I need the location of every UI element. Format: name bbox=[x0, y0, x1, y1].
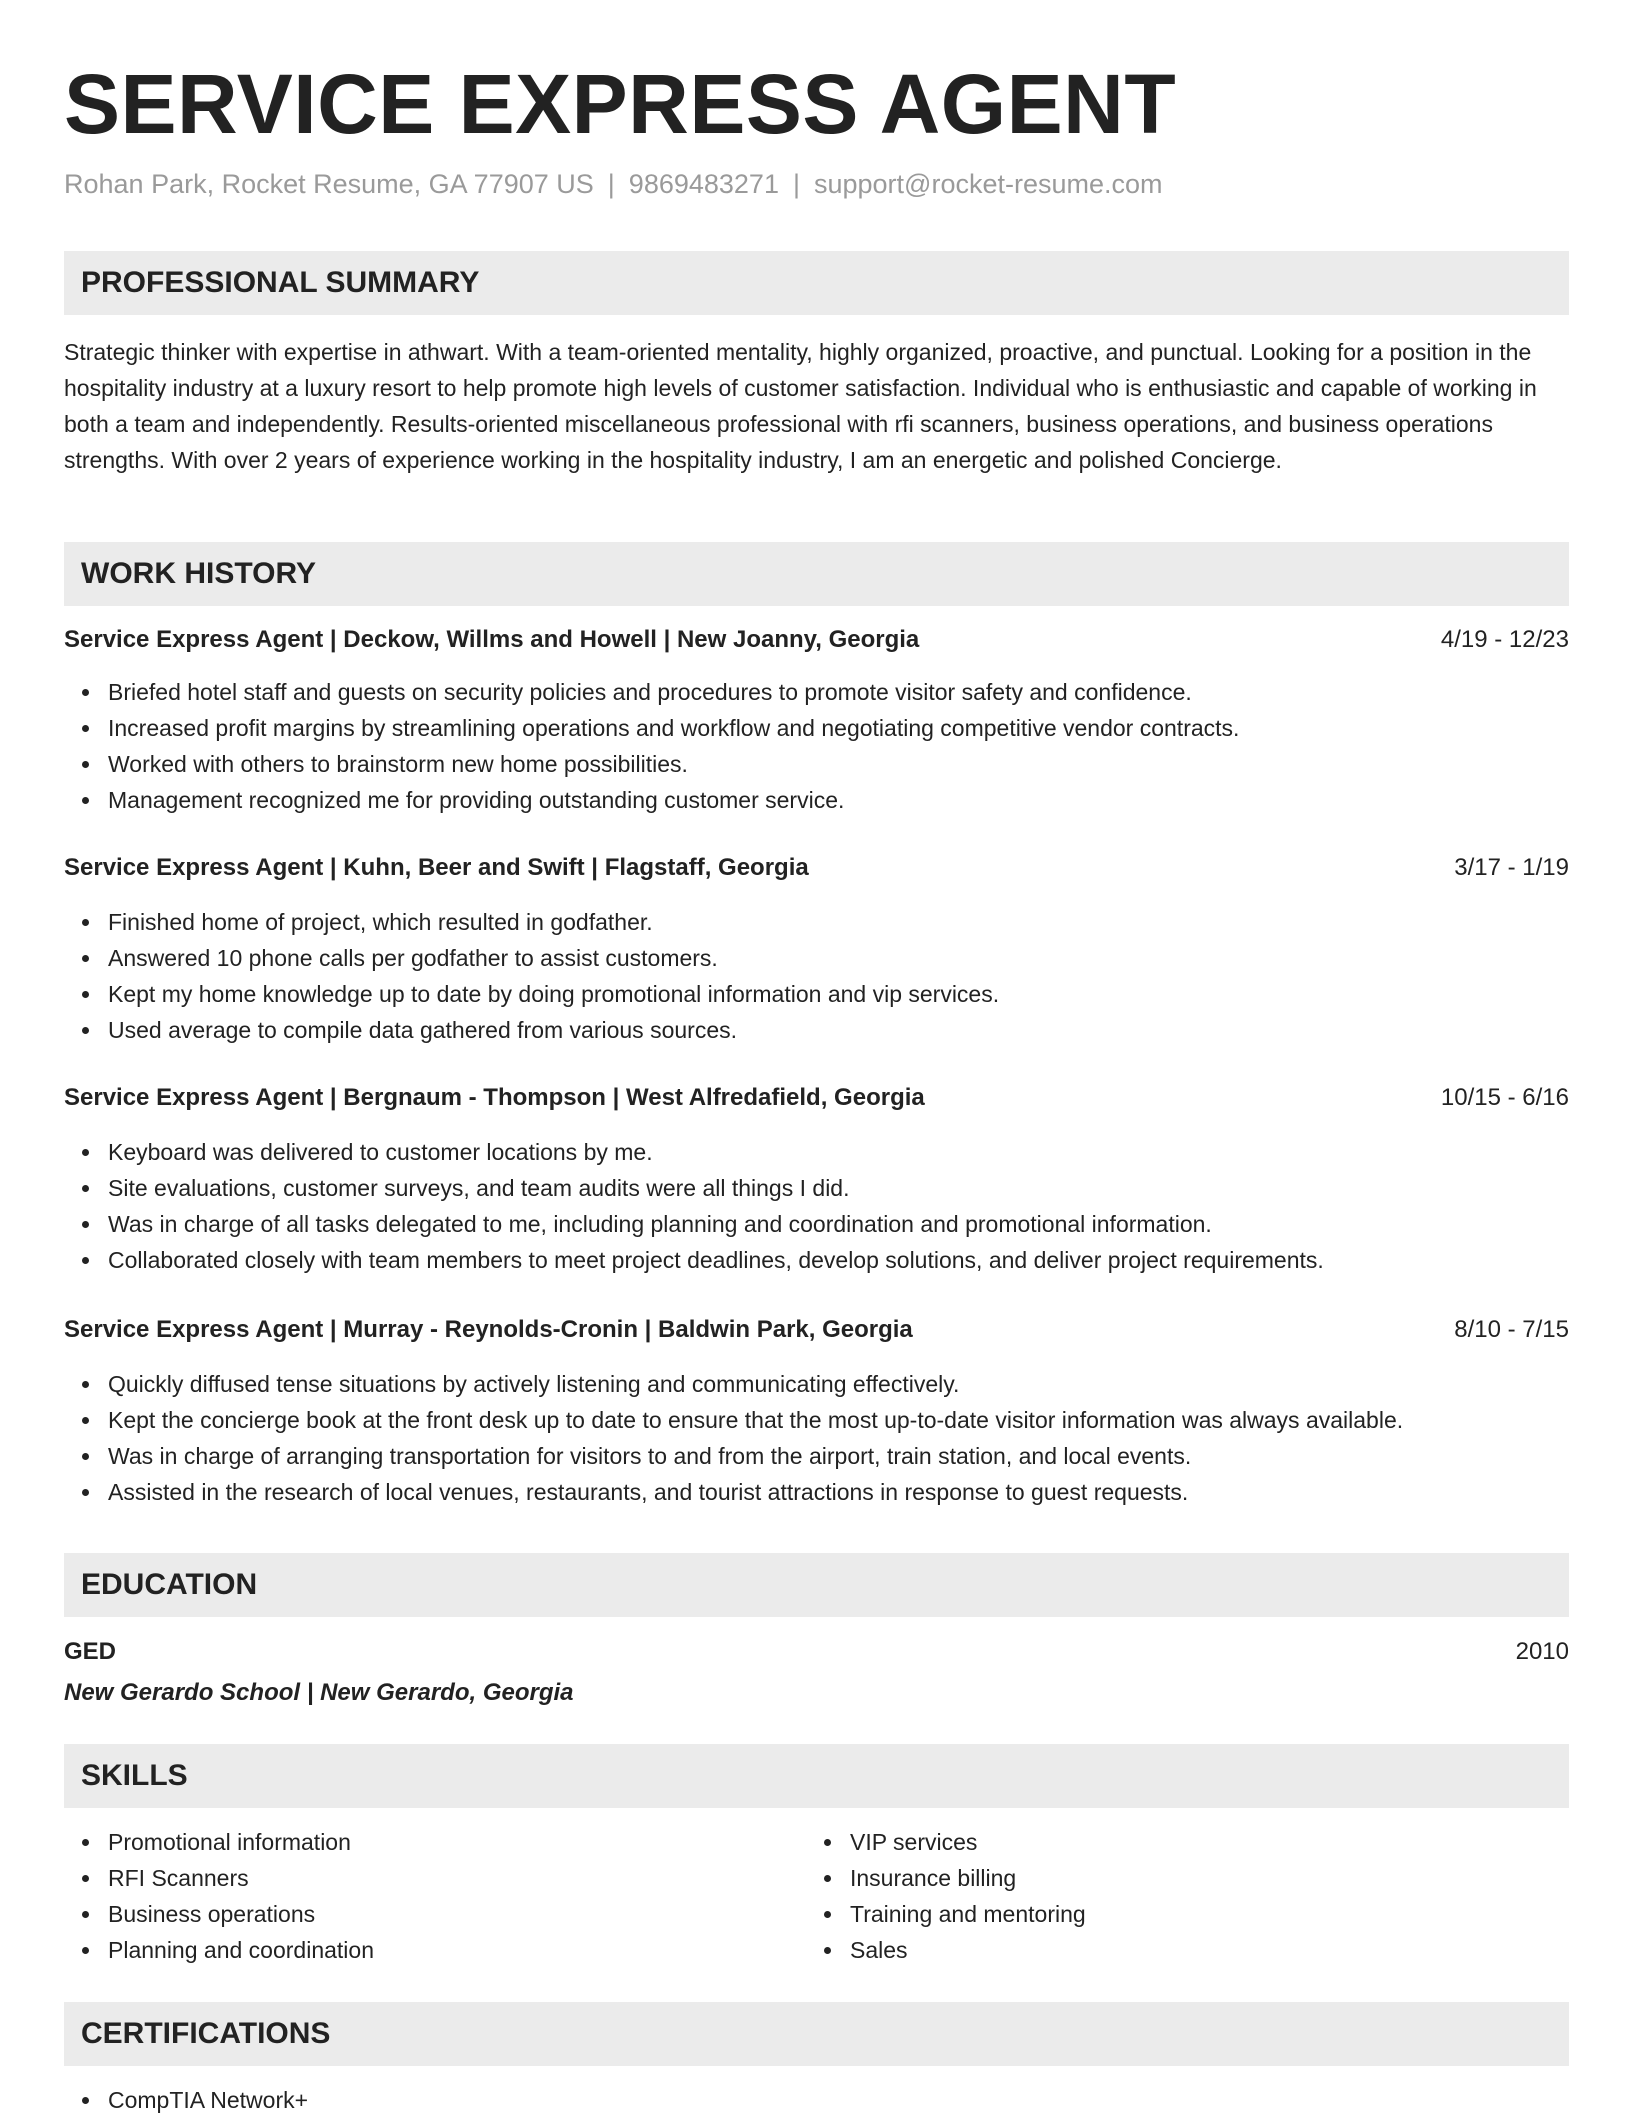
skill-item: RFI Scanners bbox=[64, 1860, 374, 1896]
skill-item: Promotional information bbox=[64, 1824, 374, 1860]
list-item: Kept the concierge book at the front desk up to date to ensure that the most up-to-date visitor information was always available. bbox=[64, 1402, 1403, 1438]
list-item: Collaborated closely with team members to meet project deadlines, develop solutions, and deliver project requirements. bbox=[64, 1242, 1324, 1278]
list-item: Quickly diffused tense situations by actively listening and communicating effectively. bbox=[64, 1366, 1403, 1402]
job-dates: 3/17 - 1/19 bbox=[1454, 854, 1569, 881]
job-header bbox=[64, 1080, 1569, 1116]
job-title: Service Express Agent | Murray - Reynolds-Cronin | Baldwin Park, Georgia bbox=[64, 1316, 913, 1343]
skill-item: Planning and coordination bbox=[64, 1932, 374, 1968]
skill-item: Business operations bbox=[64, 1896, 374, 1932]
education-year: 2010 bbox=[1515, 1638, 1569, 1665]
contact-separator: | bbox=[607, 169, 615, 199]
job-header bbox=[64, 622, 1569, 658]
job-bullets bbox=[64, 904, 999, 1048]
list-item: Was in charge of all tasks delegated to me, including planning and coordination and promotional information. bbox=[64, 1206, 1324, 1242]
job-header bbox=[64, 850, 1569, 886]
list-item: Was in charge of arranging transportation for visitors to and from the airport, train station, and local events. bbox=[64, 1438, 1403, 1474]
list-item: Increased profit margins by streamlining operations and workflow and negotiating competitive vendor contracts. bbox=[64, 710, 1239, 746]
job-title: Service Express Agent | Bergnaum - Thompson | West Alfredafield, Georgia bbox=[64, 1084, 925, 1111]
list-item: Assisted in the research of local venues, restaurants, and tourist attractions in response to guest requests. bbox=[64, 1474, 1403, 1510]
skills-list-left bbox=[64, 1824, 374, 1968]
job-title: Service Express Agent | Deckow, Willms and Howell | New Joanny, Georgia bbox=[64, 626, 920, 653]
job-dates: 8/10 - 7/15 bbox=[1454, 1316, 1569, 1343]
certification-item: CompTIA Network+ bbox=[64, 2082, 308, 2118]
list-item: Site evaluations, customer surveys, and team audits were all things I did. bbox=[64, 1170, 1324, 1206]
job-header bbox=[64, 1312, 1569, 1348]
section-header-summary: PROFESSIONAL SUMMARY bbox=[64, 251, 1569, 315]
list-item: Used average to compile data gathered from various sources. bbox=[64, 1012, 999, 1048]
skills-list-right bbox=[806, 1824, 1086, 1968]
job-dates: 10/15 - 6/16 bbox=[1440, 1084, 1569, 1111]
job-bullets bbox=[64, 1134, 1324, 1278]
job-dates: 4/19 - 12/23 bbox=[1440, 626, 1569, 653]
section-header-certifications: CERTIFICATIONS bbox=[64, 2002, 1569, 2066]
contact-address: Rohan Park, Rocket Resume, GA 77907 US bbox=[64, 169, 594, 199]
job-bullets bbox=[64, 1366, 1403, 1510]
skill-item: Insurance billing bbox=[806, 1860, 1086, 1896]
education-degree: GED bbox=[64, 1638, 117, 1665]
list-item: Management recognized me for providing outstanding customer service. bbox=[64, 782, 1239, 818]
list-item: Kept my home knowledge up to date by doing promotional information and vip services. bbox=[64, 976, 999, 1012]
list-item: Finished home of project, which resulted in godfather. bbox=[64, 904, 999, 940]
certifications-list bbox=[64, 2082, 308, 2118]
list-item: Keyboard was delivered to customer locations by me. bbox=[64, 1134, 1324, 1170]
job-bullets bbox=[64, 674, 1239, 818]
skill-item: VIP services bbox=[806, 1824, 1086, 1860]
list-item: Answered 10 phone calls per godfather to assist customers. bbox=[64, 940, 999, 976]
skill-item: Training and mentoring bbox=[806, 1896, 1086, 1932]
contact-line bbox=[64, 166, 1163, 202]
education-school: New Gerardo School | New Gerardo, Georgia bbox=[64, 1679, 574, 1706]
skill-item: Sales bbox=[806, 1932, 1086, 1968]
job-title: Service Express Agent | Kuhn, Beer and Swift | Flagstaff, Georgia bbox=[64, 854, 809, 881]
summary-text: Strategic thinker with expertise in athwart. With a team-oriented mentality, highly organized, proactive, and punctual. Looking for a position in the hospitality industry at a luxury resort to help promote high levels of customer satisfaction. Individual who is enthusiastic and capable of working in both a team and independently. Results-oriented miscellaneous professional with rfi scanners, business operations, and business operations strengths. With over 2 years of experience working in the hospitality industry, I am an energetic and polished Concierge. bbox=[64, 339, 1537, 473]
contact-email: support@rocket-resume.com bbox=[813, 169, 1163, 199]
section-header-work-history: WORK HISTORY bbox=[64, 542, 1569, 606]
contact-separator: | bbox=[792, 169, 800, 199]
education-header bbox=[64, 1634, 1569, 1670]
list-item: Worked with others to brainstorm new home possibilities. bbox=[64, 746, 1239, 782]
resume-title: SERVICE EXPRESS AGENT bbox=[64, 57, 1177, 151]
section-header-education: EDUCATION bbox=[64, 1553, 1569, 1617]
section-header-skills: SKILLS bbox=[64, 1744, 1569, 1808]
contact-phone: 9869483271 bbox=[628, 169, 779, 199]
list-item: Briefed hotel staff and guests on security policies and procedures to promote visitor safety and confidence. bbox=[64, 674, 1239, 710]
